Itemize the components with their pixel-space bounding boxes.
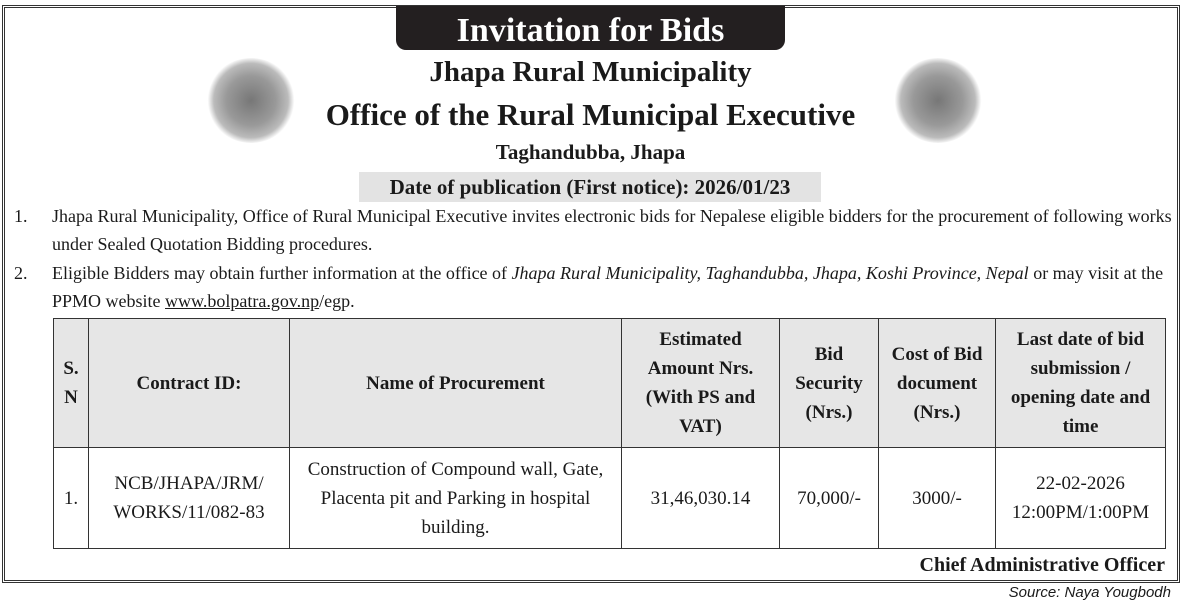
location: Taghandubba, Jhapa	[495, 140, 686, 164]
source-credit: Source: Naya Yougbodh	[1008, 584, 1171, 601]
table-header-row	[54, 319, 1166, 448]
col-contract-id: Contract ID:	[89, 319, 290, 448]
cell-bid-cost: 3000/-	[879, 448, 996, 549]
col-bid-security: Bid Security (Nrs.)	[780, 319, 879, 448]
paragraph-text: Jhapa Rural Municipality, Office of Rural Municipal Executive invites electronic bids for Nepalese eligible bidders for the procurement of following works under Sealed Quotation Bidding procedures.	[52, 206, 1172, 254]
ppmo-link[interactable]: www.bolpatra.gov.np	[165, 291, 320, 311]
col-sn: S. N	[54, 319, 89, 448]
paragraph-number: 1.	[14, 206, 28, 226]
table-row	[54, 448, 1166, 549]
procurement-table	[53, 318, 1166, 549]
col-bid-cost: Cost of Bid document (Nrs.)	[879, 319, 996, 448]
paragraph-text: /egp.	[319, 291, 355, 311]
cell-sn: 1.	[54, 448, 89, 549]
org-name: Jhapa Rural Municipality	[429, 56, 752, 88]
cell-last-date: 22-02-2026 12:00PM/1:00PM	[996, 448, 1166, 549]
paragraph-2	[14, 259, 1172, 315]
paragraph-text: or may visit at the PPMO website	[52, 263, 1164, 311]
paragraph-1	[14, 202, 1172, 258]
cell-bid-security: 70,000/-	[780, 448, 879, 549]
paragraph-number: 2.	[14, 263, 28, 283]
col-procurement: Name of Procurement	[290, 319, 622, 448]
office-name: Office of the Rural Municipal Executive	[325, 97, 856, 132]
office-address: Jhapa Rural Municipality, Taghandubba, Jhapa, Koshi Province, Nepal	[511, 263, 1029, 283]
signatory: Chief Administrative Officer	[919, 554, 1165, 576]
col-estimated-amount: Estimated Amount Nrs. (With PS and VAT)	[622, 319, 780, 448]
notice-title: Invitation for Bids	[396, 6, 785, 50]
cell-estimated-amount: 31,46,030.14	[622, 448, 780, 549]
paragraph-text: Eligible Bidders may obtain further information at the office of	[52, 263, 512, 283]
col-last-date: Last date of bid submission / opening date and time	[996, 319, 1166, 448]
publication-date: Date of publication (First notice): 2026/01/23	[359, 172, 821, 202]
cell-procurement: Construction of Compound wall, Gate, Placenta pit and Parking in hospital building.	[290, 448, 622, 549]
cell-contract-id: NCB/JHAPA/JRM/ WORKS/11/082-83	[89, 448, 290, 549]
